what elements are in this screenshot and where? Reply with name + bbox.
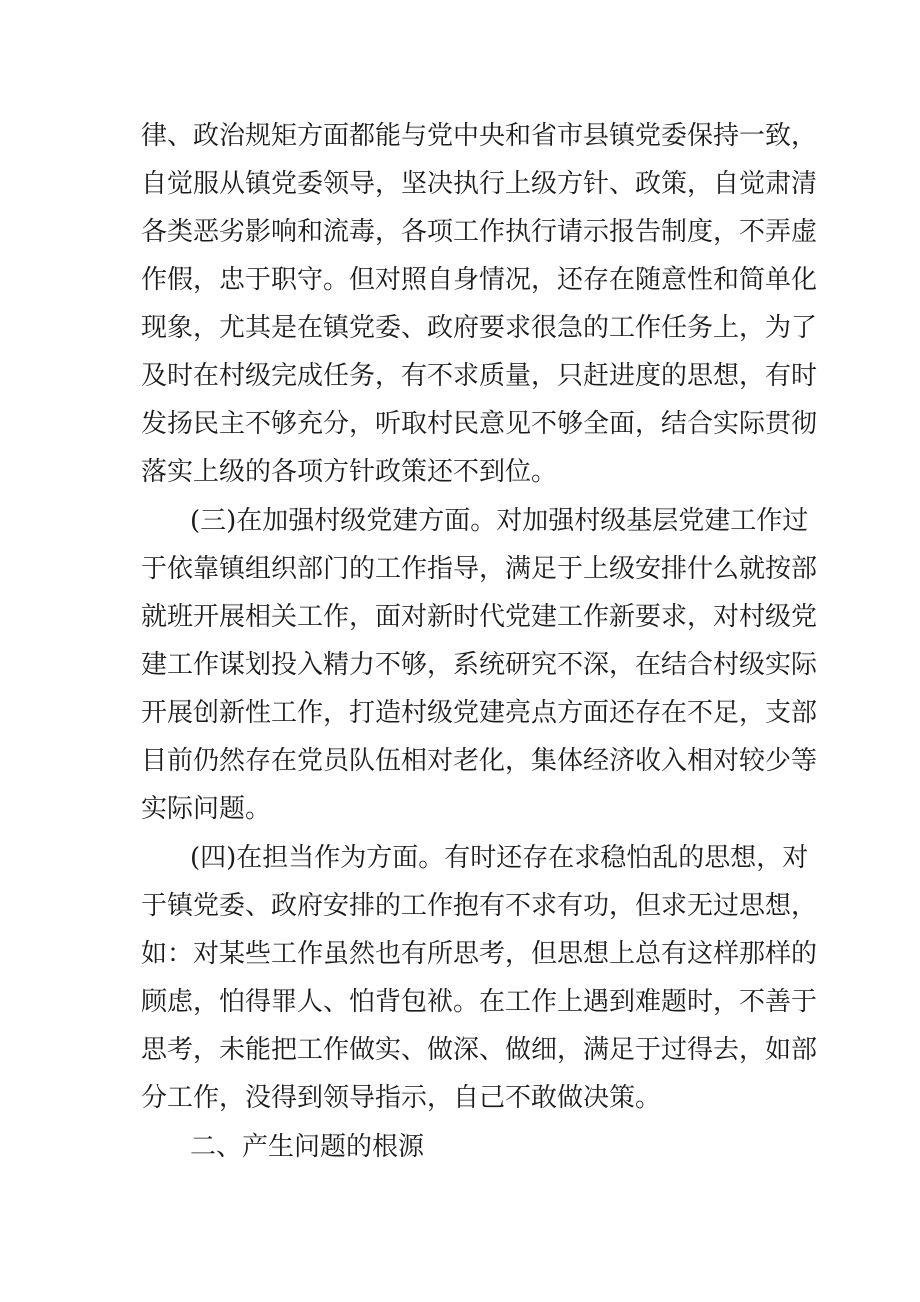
section-heading: 二、产生问题的根源 xyxy=(190,1132,425,1162)
paragraph-line: 发扬民主不够充分，听取村民意见不够全面，结合实际贯彻 xyxy=(141,409,818,439)
paragraph-line: 建工作谋划投入精力不够，系统研究不深，在结合村级实际 xyxy=(141,650,818,680)
paragraph-line: 如：对某些工作虽然也有所思考，但思想上总有这样那样的 xyxy=(141,939,818,969)
paragraph-line: 就班开展相关工作，面对新时代党建工作新要求，对村级党 xyxy=(141,602,818,632)
paragraph-line: 分工作，没得到领导指示，自己不敢做决策。 xyxy=(141,1083,662,1113)
paragraph-line: 落实上级的各项方针政策还不到位。 xyxy=(141,457,558,487)
paragraph-line: 各类恶劣影响和流毒，各项工作执行请示报告制度，不弄虚 xyxy=(141,217,818,247)
paragraph-line: 于镇党委、政府安排的工作抱有不求有功，但求无过思想， xyxy=(141,891,818,921)
paragraph-line: 顾虑，怕得罪人、怕背包袱。在工作上遇到难题时，不善于 xyxy=(141,987,818,1017)
paragraph-line: 作假，忠于职守。但对照自身情况，还存在随意性和简单化 xyxy=(141,265,818,295)
paragraph-line: 目前仍然存在党员队伍相对老化，集体经济收入相对较少等 xyxy=(141,746,818,776)
paragraph-line: 现象，尤其是在镇党委、政府要求很急的工作任务上，为了 xyxy=(141,313,818,343)
paragraph-line: 于依靠镇组织部门的工作指导，满足于上级安排什么就按部 xyxy=(141,554,818,584)
paragraph-line: 开展创新性工作，打造村级党建亮点方面还存在不足，支部 xyxy=(141,698,818,728)
section-four-first-line: (四)在担当作为方面。有时还存在求稳怕乱的思想，对 xyxy=(190,843,809,873)
paragraph-line: 律、政治规矩方面都能与党中央和省市县镇党委保持一致， xyxy=(141,121,818,151)
paragraph-line: 实际问题。 xyxy=(141,794,272,824)
paragraph-line: 思考，未能把工作做实、做深、做细，满足于过得去，如部 xyxy=(141,1035,818,1065)
section-three-first-line: (三)在加强村级党建方面。对加强村级基层党建工作过 xyxy=(190,506,809,536)
paragraph-line: 自觉服从镇党委领导，坚决执行上级方针、政策，自觉肃清 xyxy=(141,169,818,199)
paragraph-line: 及时在村级完成任务，有不求质量，只赶进度的思想，有时 xyxy=(141,361,818,391)
